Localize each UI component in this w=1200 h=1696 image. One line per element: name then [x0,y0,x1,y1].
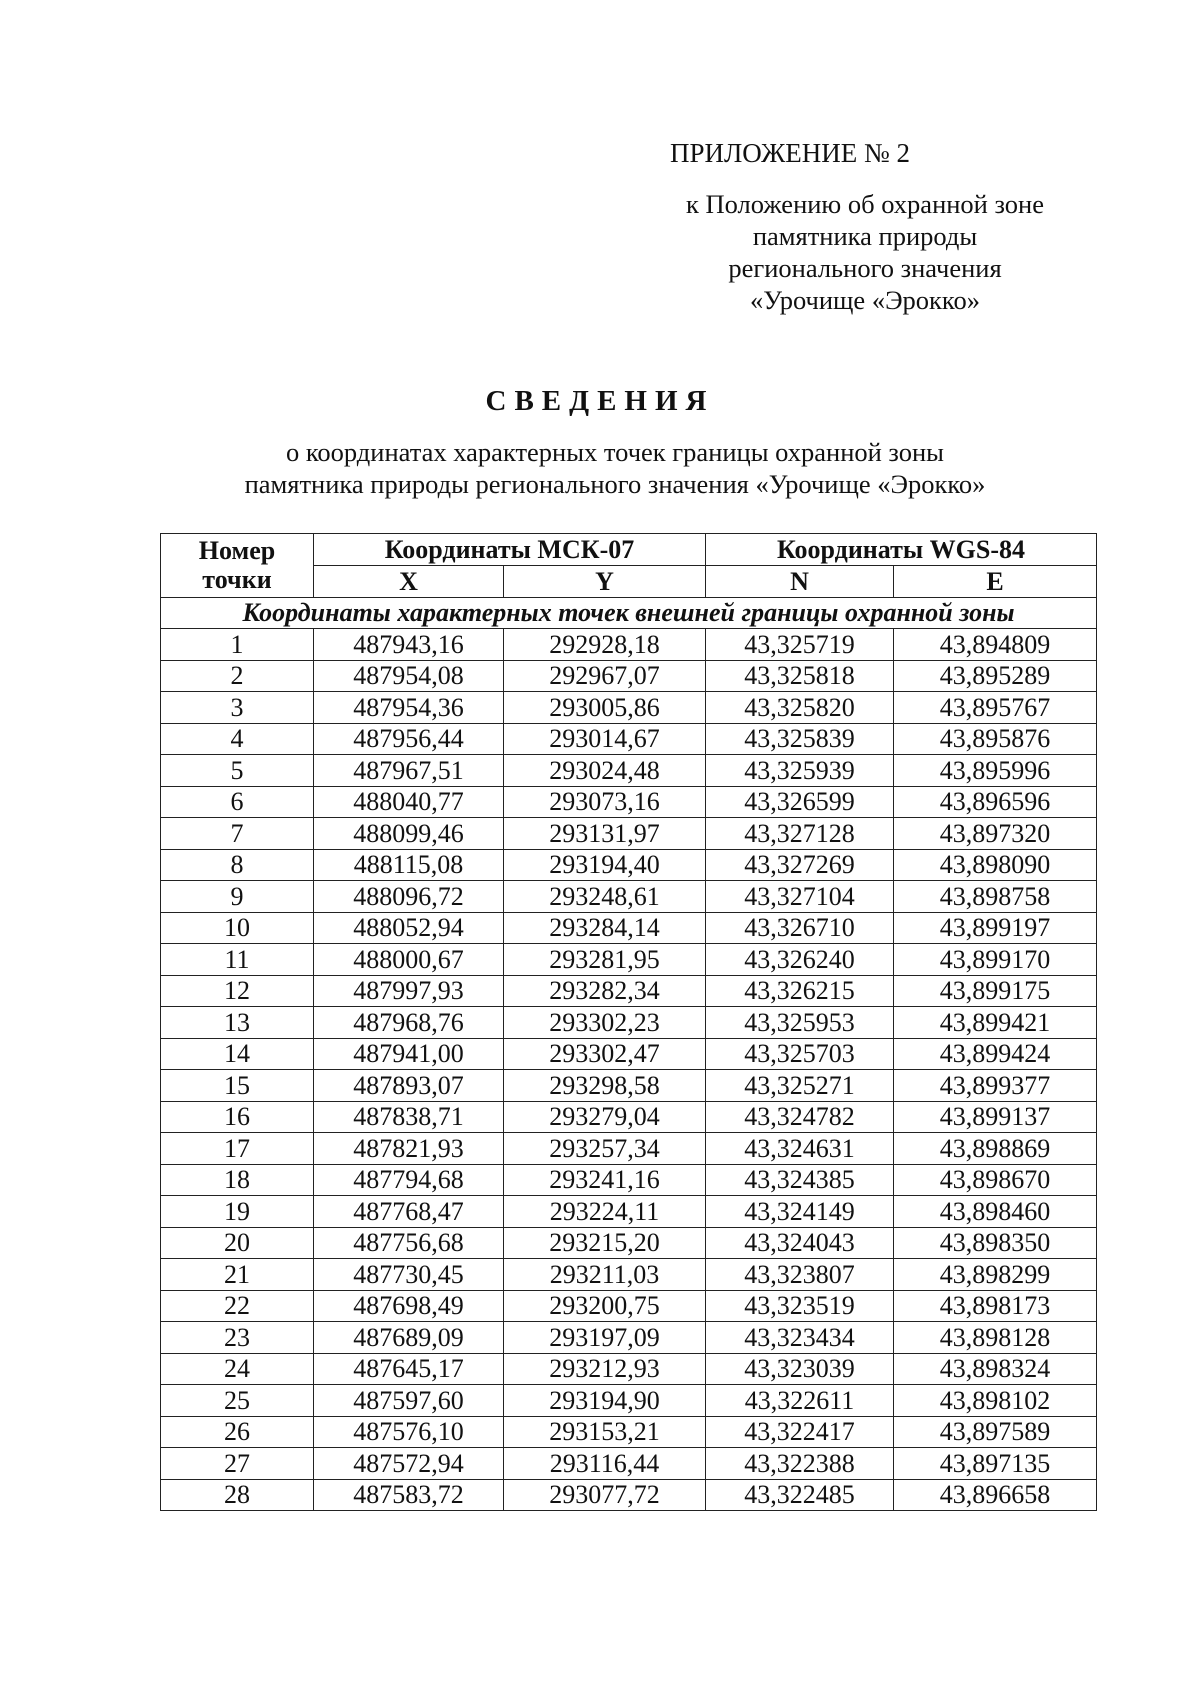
cell-n: 43,324385 [706,1164,894,1196]
header-msk07: Координаты МСК-07 [314,534,706,566]
cell-x: 487954,36 [314,692,504,724]
table-row [161,1133,1097,1165]
cell-point-number: 23 [161,1322,314,1354]
appendix-line: к Положению об охранной зоне [686,189,1044,219]
table-row [161,755,1097,787]
cell-x: 487997,93 [314,975,504,1007]
table-row [161,1290,1097,1322]
cell-point-number: 19 [161,1196,314,1228]
cell-n: 43,325818 [706,660,894,692]
table-row [161,1479,1097,1511]
cell-point-number: 28 [161,1479,314,1511]
cell-n: 43,327104 [706,881,894,913]
table-row [161,1164,1097,1196]
cell-point-number: 27 [161,1448,314,1480]
cell-y: 293197,09 [504,1322,706,1354]
cell-y: 293005,86 [504,692,706,724]
table-row [161,1416,1097,1448]
cell-point-number: 10 [161,912,314,944]
cell-point-number: 1 [161,629,314,661]
cell-x: 487698,49 [314,1290,504,1322]
cell-x: 487730,45 [314,1259,504,1291]
cell-point-number: 20 [161,1227,314,1259]
cell-n: 43,325953 [706,1007,894,1039]
cell-point-number: 12 [161,975,314,1007]
cell-y: 293248,61 [504,881,706,913]
cell-e: 43,899424 [894,1038,1097,1070]
cell-n: 43,327128 [706,818,894,850]
table-row [161,1259,1097,1291]
cell-point-number: 24 [161,1353,314,1385]
cell-x: 487941,00 [314,1038,504,1070]
table-row [161,881,1097,913]
cell-e: 43,899377 [894,1070,1097,1102]
table-row [161,849,1097,881]
table-row [161,1196,1097,1228]
cell-n: 43,322417 [706,1416,894,1448]
header-point-number [161,534,314,598]
cell-x: 488096,72 [314,881,504,913]
cell-y: 293282,34 [504,975,706,1007]
cell-y: 293024,48 [504,755,706,787]
table-row [161,818,1097,850]
appendix-line: памятника природы [752,221,978,251]
cell-y: 292928,18 [504,629,706,661]
header-x: X [314,566,504,598]
header-point-line: Номер [198,536,276,566]
cell-n: 43,324782 [706,1101,894,1133]
header-y: Y [504,566,706,598]
cell-y: 293200,75 [504,1290,706,1322]
table-row [161,1101,1097,1133]
cell-y: 293194,90 [504,1385,706,1417]
document-subheading [200,436,1030,500]
cell-x: 488099,46 [314,818,504,850]
cell-point-number: 18 [161,1164,314,1196]
cell-n: 43,325719 [706,629,894,661]
cell-n: 43,325939 [706,755,894,787]
table-row [161,1227,1097,1259]
cell-n: 43,326710 [706,912,894,944]
cell-n: 43,324631 [706,1133,894,1165]
cell-x: 487597,60 [314,1385,504,1417]
table-row [161,692,1097,724]
cell-point-number: 4 [161,723,314,755]
header-point-line: точки [202,565,272,595]
table-row [161,660,1097,692]
cell-e: 43,899421 [894,1007,1097,1039]
subheading-line: памятника природы регионального значения «Урочище «Эрокко» [244,469,986,499]
cell-y: 293302,47 [504,1038,706,1070]
cell-n: 43,325703 [706,1038,894,1070]
cell-n: 43,325820 [706,692,894,724]
appendix-reference [620,188,1110,316]
cell-n: 43,325839 [706,723,894,755]
cell-x: 487968,76 [314,1007,504,1039]
cell-e: 43,898869 [894,1133,1097,1165]
cell-point-number: 21 [161,1259,314,1291]
cell-point-number: 6 [161,786,314,818]
cell-x: 487943,16 [314,629,504,661]
appendix-line: регионального значения [728,253,1002,283]
cell-e: 43,899170 [894,944,1097,976]
cell-e: 43,897320 [894,818,1097,850]
appendix-title: ПРИЛОЖЕНИЕ № 2 [669,138,911,168]
cell-point-number: 25 [161,1385,314,1417]
table-header [161,534,1097,598]
cell-n: 43,322388 [706,1448,894,1480]
cell-x: 487893,07 [314,1070,504,1102]
cell-point-number: 22 [161,1290,314,1322]
cell-e: 43,898128 [894,1322,1097,1354]
section-title: Координаты характерных точек внешней границы охранной зоны [161,597,1097,629]
cell-point-number: 16 [161,1101,314,1133]
cell-point-number: 5 [161,755,314,787]
cell-e: 43,899175 [894,975,1097,1007]
cell-point-number: 13 [161,1007,314,1039]
cell-e: 43,897135 [894,1448,1097,1480]
cell-point-number: 7 [161,818,314,850]
cell-x: 487956,44 [314,723,504,755]
cell-e: 43,896658 [894,1479,1097,1511]
cell-n: 43,323519 [706,1290,894,1322]
table-row [161,944,1097,976]
cell-point-number: 26 [161,1416,314,1448]
cell-y: 293153,21 [504,1416,706,1448]
cell-e: 43,899197 [894,912,1097,944]
cell-x: 487821,93 [314,1133,504,1165]
header-wgs84: Координаты WGS-84 [706,534,1097,566]
cell-point-number: 11 [161,944,314,976]
cell-x: 487756,68 [314,1227,504,1259]
table-row [161,1385,1097,1417]
cell-e: 43,898758 [894,881,1097,913]
table-row [161,912,1097,944]
cell-y: 293131,97 [504,818,706,850]
cell-point-number: 17 [161,1133,314,1165]
cell-e: 43,895767 [894,692,1097,724]
table-row [161,629,1097,661]
cell-x: 488040,77 [314,786,504,818]
cell-e: 43,897589 [894,1416,1097,1448]
cell-n: 43,326240 [706,944,894,976]
cell-y: 293116,44 [504,1448,706,1480]
cell-y: 293073,16 [504,786,706,818]
cell-y: 293211,03 [504,1259,706,1291]
table-row [161,975,1097,1007]
cell-point-number: 9 [161,881,314,913]
document-heading: СВЕДЕНИЯ [485,385,715,417]
cell-point-number: 8 [161,849,314,881]
cell-point-number: 3 [161,692,314,724]
cell-x: 487768,47 [314,1196,504,1228]
cell-n: 43,326215 [706,975,894,1007]
cell-y: 292967,07 [504,660,706,692]
table-row [161,1007,1097,1039]
cell-x: 487794,68 [314,1164,504,1196]
cell-e: 43,898299 [894,1259,1097,1291]
table-row [161,1448,1097,1480]
cell-e: 43,896596 [894,786,1097,818]
cell-x: 487954,08 [314,660,504,692]
cell-n: 43,324149 [706,1196,894,1228]
cell-point-number: 15 [161,1070,314,1102]
cell-x: 487645,17 [314,1353,504,1385]
cell-e: 43,898460 [894,1196,1097,1228]
coordinates-table [160,533,1097,1511]
table-row [161,1070,1097,1102]
cell-e: 43,898350 [894,1227,1097,1259]
cell-x: 487572,94 [314,1448,504,1480]
cell-y: 293077,72 [504,1479,706,1511]
cell-y: 293212,93 [504,1353,706,1385]
cell-e: 43,898090 [894,849,1097,881]
table-row [161,786,1097,818]
cell-n: 43,326599 [706,786,894,818]
cell-e: 43,898102 [894,1385,1097,1417]
cell-x: 488052,94 [314,912,504,944]
cell-y: 293224,11 [504,1196,706,1228]
cell-y: 293241,16 [504,1164,706,1196]
cell-e: 43,898173 [894,1290,1097,1322]
cell-e: 43,895289 [894,660,1097,692]
cell-x: 487838,71 [314,1101,504,1133]
cell-y: 293194,40 [504,849,706,881]
cell-y: 293014,67 [504,723,706,755]
header-e: E [894,566,1097,598]
table-row [161,1038,1097,1070]
cell-y: 293215,20 [504,1227,706,1259]
appendix-line: «Урочище «Эрокко» [750,285,980,315]
cell-e: 43,895996 [894,755,1097,787]
cell-n: 43,322611 [706,1385,894,1417]
cell-x: 487689,09 [314,1322,504,1354]
table-row [161,1353,1097,1385]
cell-x: 487576,10 [314,1416,504,1448]
cell-n: 43,322485 [706,1479,894,1511]
cell-n: 43,325271 [706,1070,894,1102]
header-n: N [706,566,894,598]
cell-y: 293257,34 [504,1133,706,1165]
cell-e: 43,899137 [894,1101,1097,1133]
cell-x: 488115,08 [314,849,504,881]
cell-n: 43,323807 [706,1259,894,1291]
subheading-line: о координатах характерных точек границы охранной зоны [286,437,944,467]
cell-e: 43,895876 [894,723,1097,755]
table-row [161,1322,1097,1354]
cell-y: 293281,95 [504,944,706,976]
cell-y: 293284,14 [504,912,706,944]
cell-y: 293279,04 [504,1101,706,1133]
cell-n: 43,323434 [706,1322,894,1354]
cell-y: 293302,23 [504,1007,706,1039]
cell-e: 43,898324 [894,1353,1097,1385]
table-row [161,723,1097,755]
cell-x: 487583,72 [314,1479,504,1511]
cell-n: 43,324043 [706,1227,894,1259]
cell-x: 487967,51 [314,755,504,787]
cell-x: 488000,67 [314,944,504,976]
cell-n: 43,327269 [706,849,894,881]
cell-e: 43,898670 [894,1164,1097,1196]
cell-y: 293298,58 [504,1070,706,1102]
cell-e: 43,894809 [894,629,1097,661]
cell-point-number: 2 [161,660,314,692]
cell-point-number: 14 [161,1038,314,1070]
cell-n: 43,323039 [706,1353,894,1385]
table-body [161,597,1097,1511]
